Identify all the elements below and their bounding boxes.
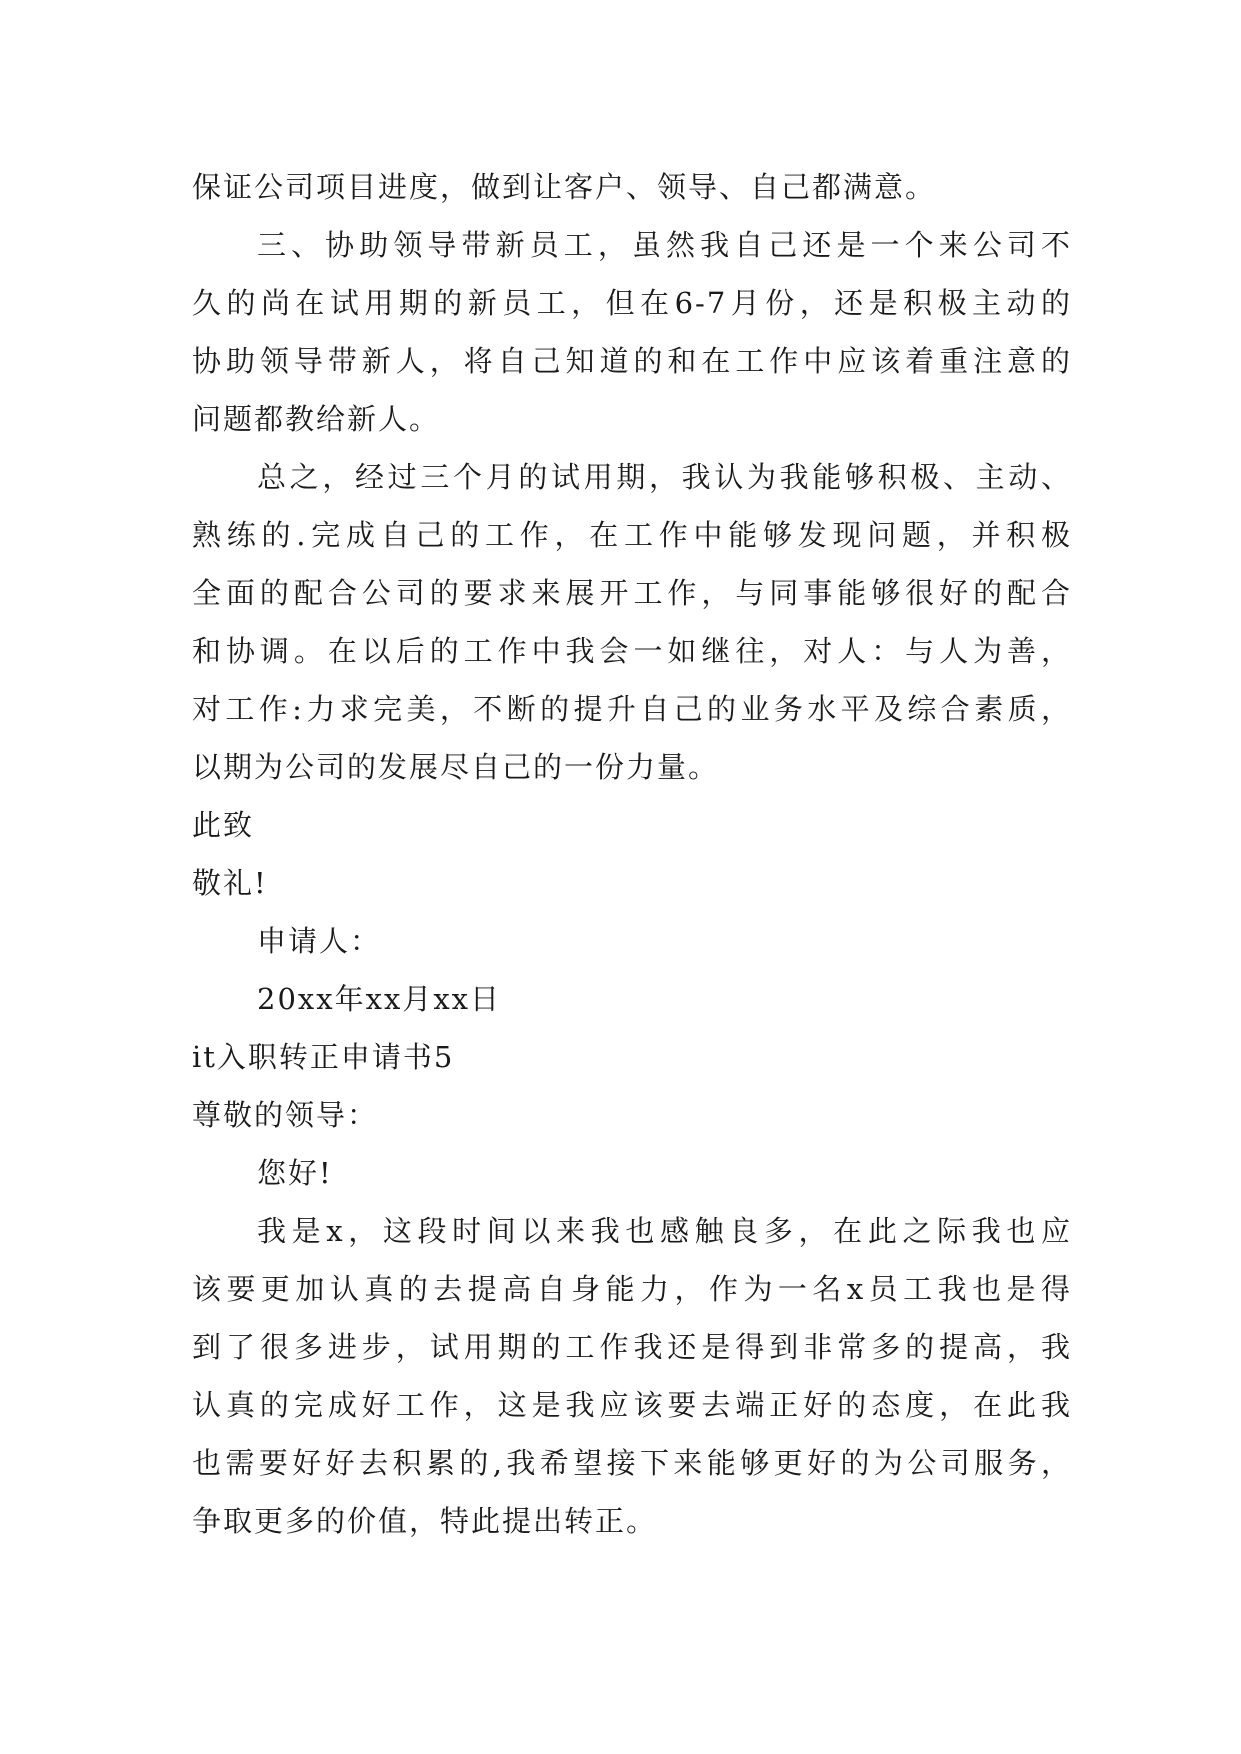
paragraph-line: 也需要好好去积累的,我希望接下来能够更好的为公司服务， xyxy=(192,1446,1072,1480)
closing-salutation: 此致 xyxy=(192,808,255,842)
paragraph-line: 协助领导带新人，将自己知道的和在工作中应该着重注意的 xyxy=(192,344,1072,378)
paragraph-line: 问题都教给新人。 xyxy=(192,402,441,436)
paragraph-line: 争取更多的价值，特此提出转正。 xyxy=(192,1504,658,1538)
paragraph-line: 熟练的.完成自己的工作，在工作中能够发现问题，并积极 xyxy=(192,518,1072,552)
paragraph-line: 全面的配合公司的要求来展开工作，与同事能够很好的配合 xyxy=(192,576,1072,610)
closing-regards: 敬礼! xyxy=(192,866,268,900)
paragraph-line: 该要更加认真的去提高自身能力，作为一名x员工我也是得 xyxy=(192,1272,1072,1306)
paragraph-line: 总之，经过三个月的试用期，我认为我能够积极、主动、 xyxy=(257,460,1072,494)
paragraph-line: 认真的完成好工作，这是我应该要去端正好的态度，在此我 xyxy=(192,1388,1072,1422)
paragraph-line: 对工作:力求完美，不断的提升自己的业务水平及综合素质， xyxy=(192,692,1072,726)
paragraph-line: 保证公司项目进度，做到让客户、领导、自己都满意。 xyxy=(192,170,937,204)
paragraph-line: 我是x，这段时间以来我也感触良多，在此之际我也应 xyxy=(257,1214,1072,1248)
paragraph-line: 到了很多进步，试用期的工作我还是得到非常多的提高，我 xyxy=(192,1330,1072,1364)
greeting-recipient: 尊敬的领导： xyxy=(192,1098,379,1132)
document-page xyxy=(192,158,1072,1550)
section-title: it入职转正申请书5 xyxy=(192,1040,455,1074)
paragraph-line: 以期为公司的发展尽自己的一份力量。 xyxy=(192,750,720,784)
paragraph-line: 和协调。在以后的工作中我会一如继往，对人：与人为善， xyxy=(192,634,1072,668)
paragraph-line: 久的尚在试用期的新员工，但在6-7月份，还是积极主动的 xyxy=(192,286,1072,320)
greeting: 您好! xyxy=(257,1156,333,1190)
paragraph-line: 三、协助领导带新员工，虽然我自己还是一个来公司不 xyxy=(257,228,1072,262)
date-line: 20xx年xx月xx日 xyxy=(257,982,502,1016)
applicant-label: 申请人： xyxy=(257,924,382,958)
